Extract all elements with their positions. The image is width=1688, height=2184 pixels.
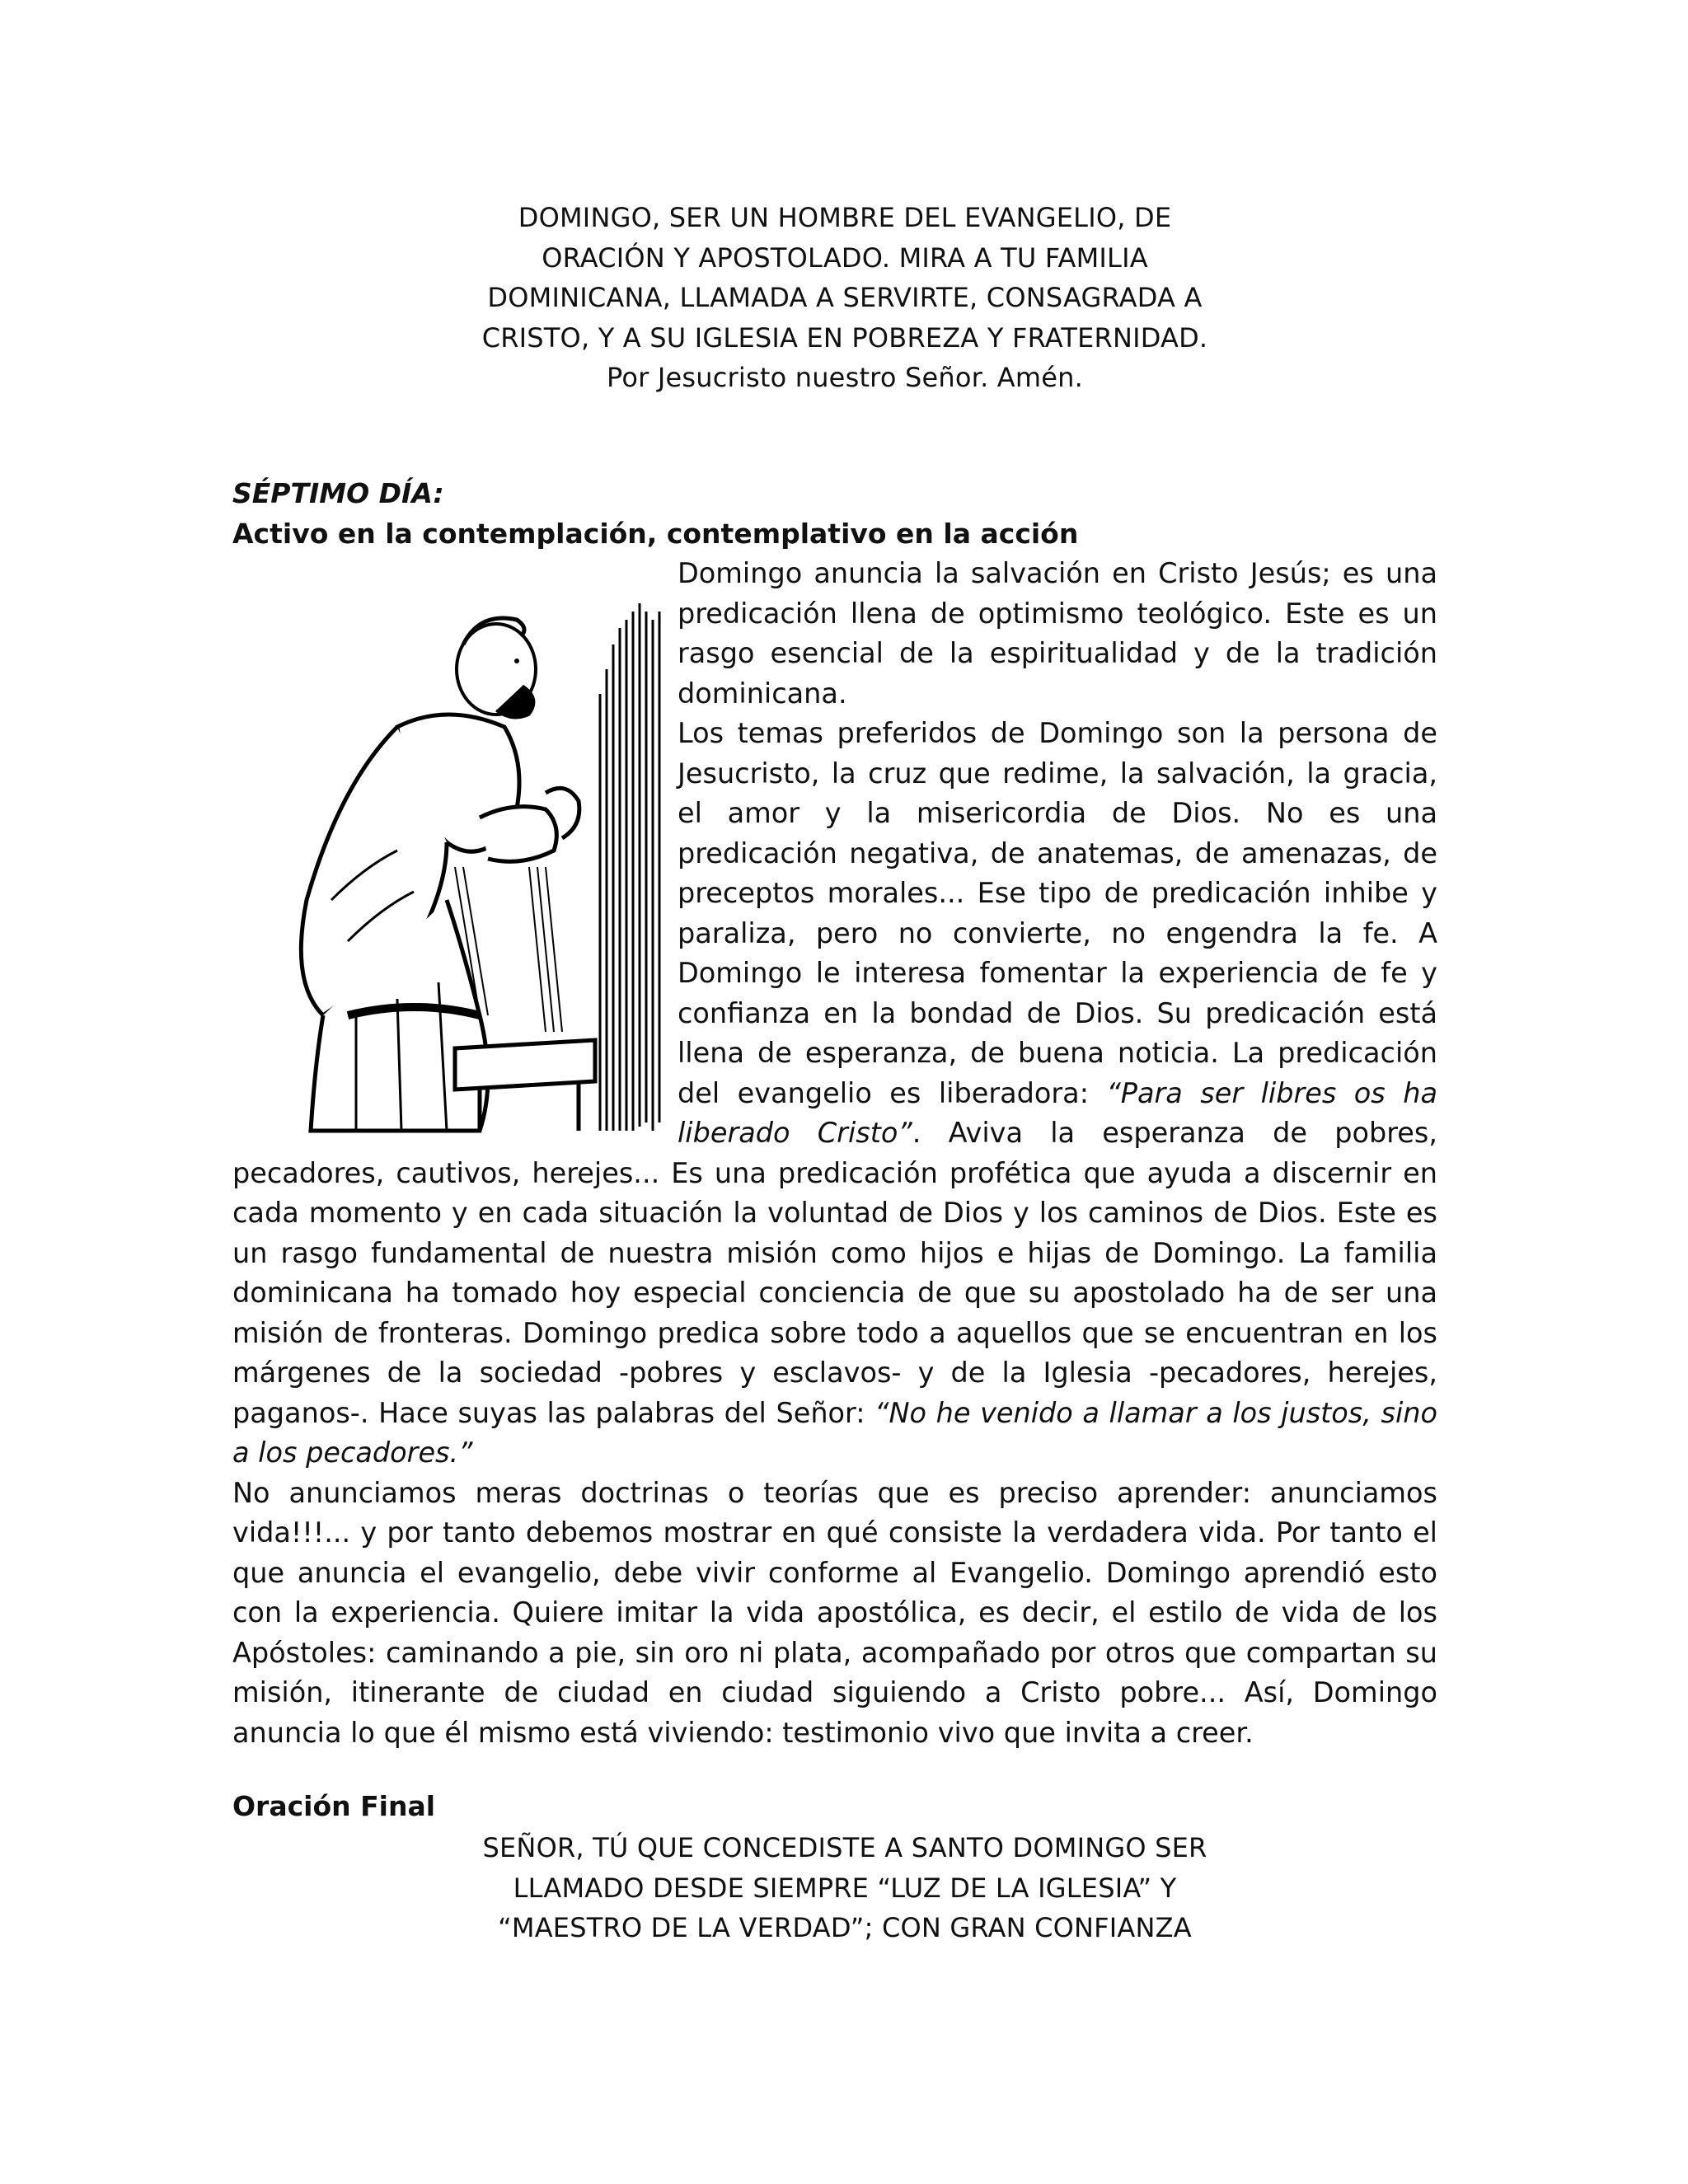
quote-liberation: “Para ser libres os ha liberado Cristo” bbox=[678, 1076, 1437, 1149]
final-prayer-line: “MAESTRO DE LA VERDAD”; CON GRAN CONFIANZA bbox=[498, 1912, 1192, 1943]
intro-prayer-line: CRISTO, Y A SU IGLESIA EN POBREZA Y FRATERNIDAD. bbox=[481, 321, 1208, 354]
final-prayer-line: SEÑOR, TÚ QUE CONCEDISTE A SANTO DOMINGO SER bbox=[482, 1832, 1207, 1863]
intro-prayer-line: ORACIÓN Y APOSTOLADO. MIRA A TU FAMILIA bbox=[542, 241, 1148, 274]
final-prayer-heading: Oración Final bbox=[232, 1790, 436, 1822]
final-prayer-line: LLAMADO DESDE SIEMPRE “LUZ DE LA IGLESIA” Y bbox=[513, 1872, 1177, 1904]
paragraph-2-text-a: Los temas preferidos de Domingo son la persona de Jesucristo, la cruz que redime, la salvación, la gracia, el amor y la misericordia de Dios. No es una predicación negativa, de anatemas, de amenazas, de preceptos morales... Ese tipo de predicación inhibe y paraliza, pero no convierte, no engendra la fe. A Domingo le interesa fomentar la experiencia de fe y confianza en la bondad de Dios. Su predicación está llena de esperanza, de buena noticia. La predicación del evangelio es liberadora: bbox=[678, 717, 1437, 1109]
section-subtitle: Activo en la contemplación, contemplativo en la acción bbox=[232, 518, 1079, 550]
day-heading: SÉPTIMO DÍA: bbox=[232, 477, 444, 509]
paragraph-3: No anunciamos meras doctrinas o teorías que es preciso aprender: anunciamos vida!!!... y por tanto debemos mostrar en qué consiste la verdadera vida. Por tanto el que anuncia el evangelio, debe vivir conforme al Evangelio. Domingo aprendió esto con la experiencia. Quiere imitar la vida apostólica, es decir, el estilo de vida de los Apóstoles: caminando a pie, sin oro ni plata, acompañado por otros que compartan su misión, itinerante de ciudad en ciudad siguiendo a Cristo pobre... Así, Domingo anuncia lo que él mismo está viviendo: testimonio vivo que invita a creer. bbox=[232, 1476, 1437, 1749]
paragraph-1: Domingo anuncia la salvación en Cristo Jesús; es una predicación llena de optimismo teológico. Este es un rasgo esencial de la espiritualidad y de la tradición dominicana. bbox=[678, 557, 1437, 710]
intro-prayer-line: DOMINGO, SER UN HOMBRE DEL EVANGELIO, DE bbox=[518, 202, 1172, 233]
intro-prayer bbox=[420, 198, 1269, 398]
body-text bbox=[232, 554, 1437, 1753]
paragraph-2-text-b: . Aviva la esperanza de pobres, pecadores, cautivos, herejes... Es una predicación profética que ayuda a discernir en cada momento y en cada situación la voluntad de Dios y los caminos de Dios. Este es un rasgo fundamental de nuestra misión como hijos e hijas de Domingo. La familia dominicana ha tomado hoy especial conciencia de que su apostolado ha de ser una misión de fronteras. Domingo predica sobre todo a aquellos que se encuentran en los márgenes de la sociedad -pobres y esclavos- y de la Iglesia -pecadores, herejes, paganos-. Hace suyas las palabras del Señor: bbox=[232, 1117, 1437, 1429]
final-prayer bbox=[420, 1828, 1269, 1948]
praying-saint-illustration bbox=[232, 554, 678, 1147]
quote-sinners: “No he venido a llamar a los justos, sino a los pecadores.” bbox=[232, 1396, 1437, 1469]
intro-prayer-line: DOMINICANA, LLAMADA A SERVIRTE, CONSAGRADA A bbox=[487, 282, 1203, 313]
intro-prayer-closing: Por Jesucristo nuestro Señor. Amén. bbox=[606, 362, 1084, 393]
